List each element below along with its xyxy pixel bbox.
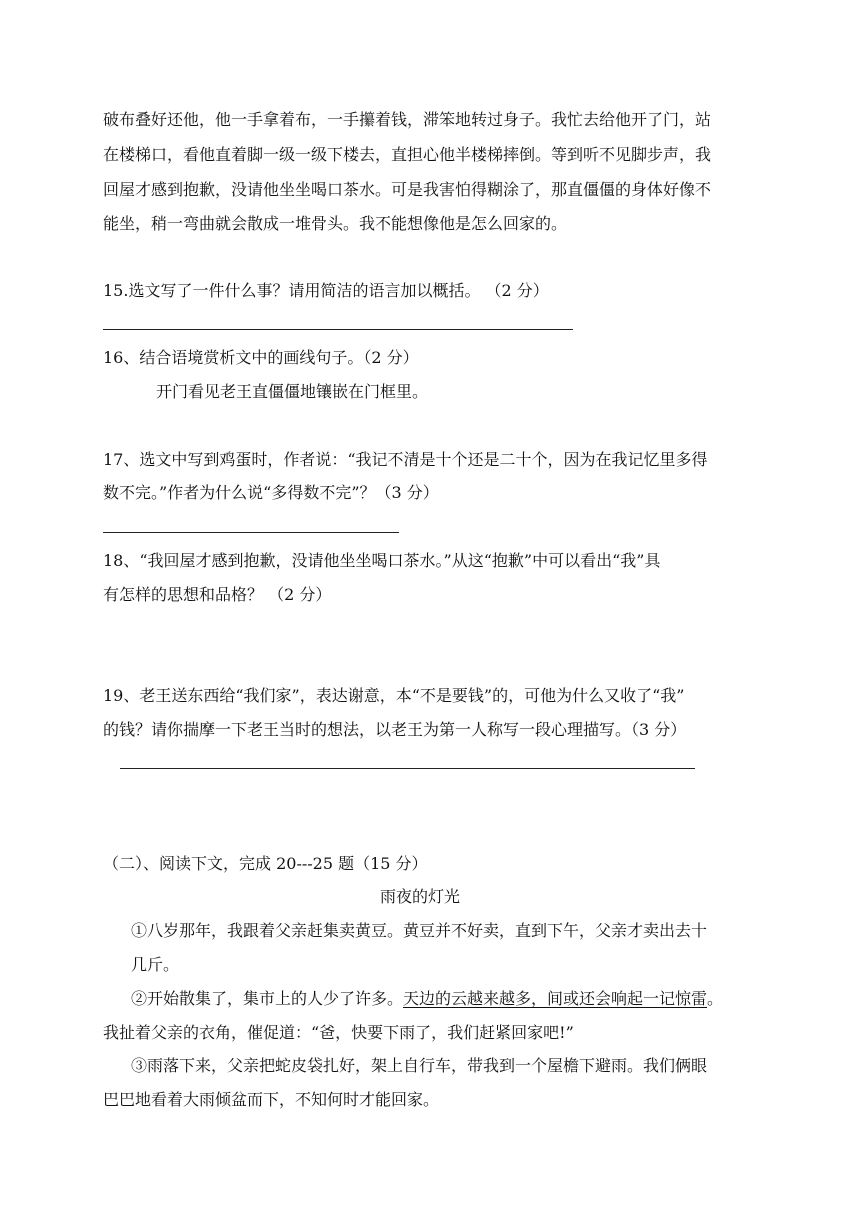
passage-line-3: 回屋才感到抱歉，没请他坐坐喝口茶水。可是我害怕得糊涂了，那直僵僵的身体好像不 — [103, 180, 712, 199]
paragraph-2-line-1 — [131, 991, 723, 1007]
paragraph-2-period: 。 — [707, 989, 724, 1008]
answer-line-15 — [103, 329, 573, 330]
passage-line-2: 在楼梯口，看他直着脚一级一级下楼去，直担心他半楼梯摔倒。等到听不见脚步声，我 — [103, 145, 712, 164]
paragraph-3-line-2: 巴巴地看着大雨倾盆而下，不知何时才能回家。 — [103, 1090, 440, 1109]
paragraph-3-line-1: ③雨落下来，父亲把蛇皮袋扎好，架上自行车，带我到一个屋檐下避雨。我们俩眼 — [131, 1056, 708, 1075]
paragraph-2-line-2: 我扯着父亲的衣角，催促道：“爸，快要下雨了，我们赶紧回家吧!” — [103, 1023, 574, 1042]
question-18-line-1: 18、“我回屋才感到抱歉，没请他坐坐喝口茶水。”从这“抱歉”中可以看出“我”具 — [103, 551, 661, 570]
answer-line-17 — [103, 532, 399, 533]
question-19-line-1: 19、老王送东西给“我们家”，表达谢意，本“不是要钱”的，可他为什么又收了“我” — [103, 686, 685, 705]
section-2-header: （二）、阅读下文，完成 20---25 题（15 分） — [103, 854, 428, 873]
paragraph-1-line-1: ①八岁那年，我跟着父亲赶集卖黄豆。黄豆并不好卖，直到下午，父亲才卖出去十 — [131, 921, 708, 940]
passage-line-1: 破布叠好还他，他一手拿着布，一手攥着钱，滞笨地转过身子。我忙去给他开了门，站 — [103, 110, 712, 129]
paragraph-1-line-2: 几斤。 — [131, 955, 180, 974]
question-16: 16、结合语境赏析文中的画线句子。（2 分） — [103, 348, 419, 367]
answer-line-19 — [120, 768, 695, 769]
passage-line-4: 能坐，稍一弯曲就会散成一堆骨头。我不能想像他是怎么回家的。 — [103, 214, 568, 233]
question-17-line-2: 数不完。”作者为什么说“多得数不完”？（3 分） — [103, 483, 439, 502]
article-title: 雨夜的灯光 — [380, 887, 461, 906]
question-17-line-1: 17、选文中写到鸡蛋时，作者说：“我记不清是十个还是二十个，因为在我记忆里多得 — [103, 450, 708, 469]
question-18-line-2: 有怎样的思想和品格？ （2 分） — [103, 585, 332, 604]
paragraph-2-text: ②开始散集了，集市上的人少了许多。 — [131, 989, 404, 1008]
question-19-line-2: 的钱？请你揣摩一下老王当时的想法，以老王为第一人称写一段心理描写。（3 分） — [103, 720, 687, 739]
question-15: 15.选文写了一件什么事？请用简洁的语言加以概括。 （2 分） — [103, 281, 549, 300]
underlined-sentence: 天边的云越来越多，间或还会响起一记惊雷 — [403, 989, 708, 1008]
question-16-quote: 开门看见老王直僵僵地镶嵌在门框里。 — [156, 382, 429, 401]
